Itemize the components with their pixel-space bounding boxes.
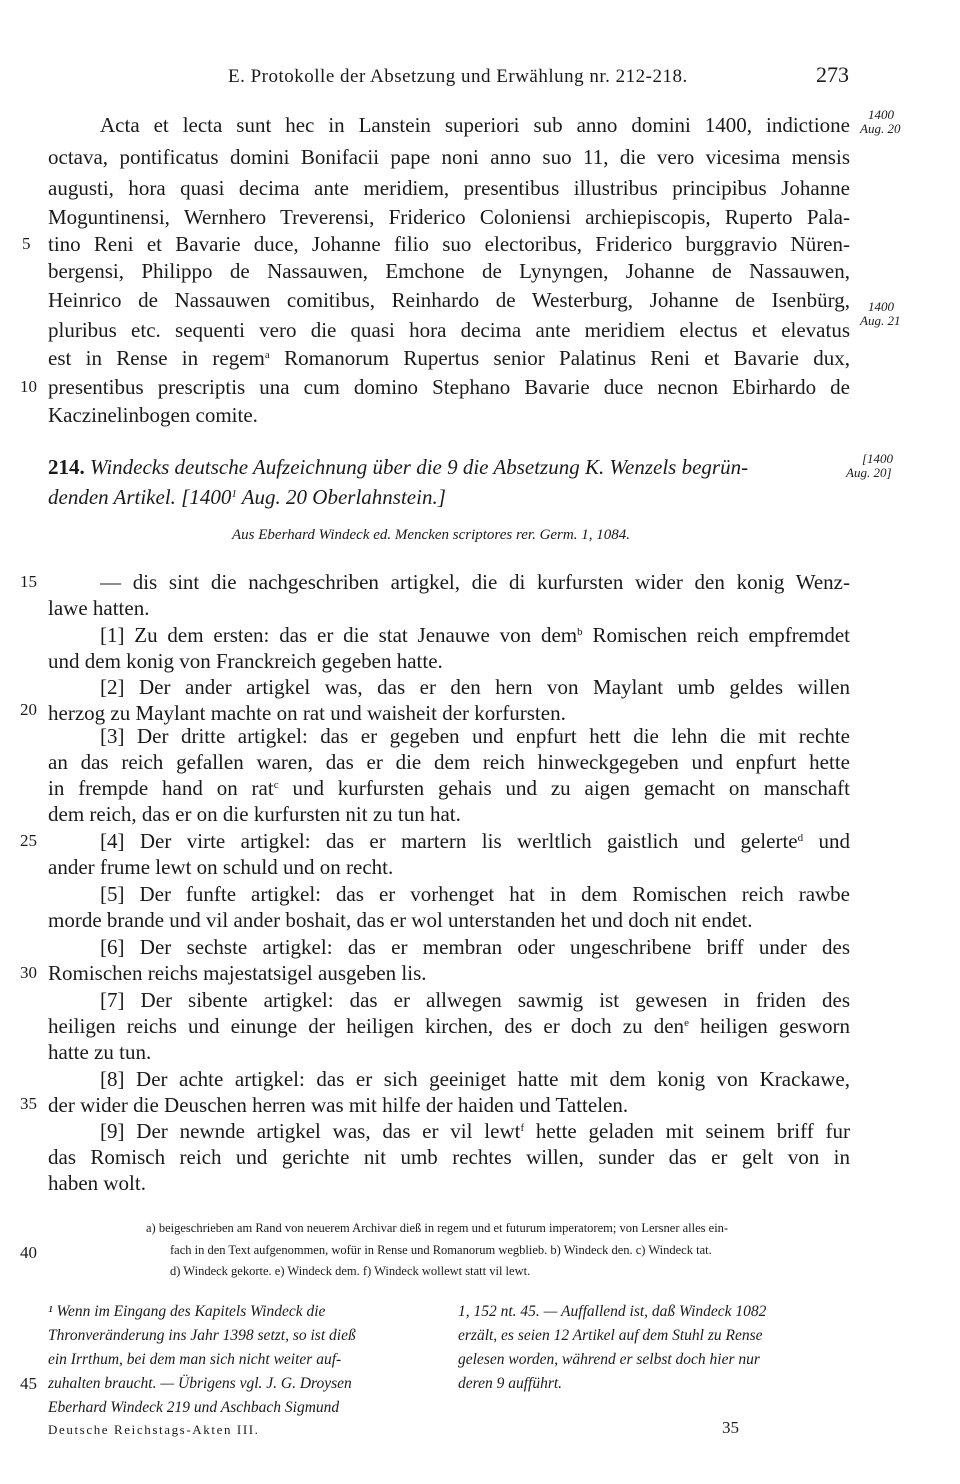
article-line: [5] Der funfte artigkel: das er vorhenget hat in dem Romischen reich rawbe <box>100 882 850 906</box>
line-number: 35 <box>20 1094 37 1113</box>
margin-year: [1400 <box>862 451 894 466</box>
article-text: [1] Zu dem ersten: das er die stat Jenauwe von dem <box>100 623 578 647</box>
article-line: Romischen reichs majestatsigel ausgeben lis. <box>48 961 427 985</box>
article-line: und dem konig von Franckreich gegeben hatte. <box>48 649 443 673</box>
acta-line: tino Reni et Bavarie duce, Johanne filio suo electoribus, Friderico burggravio Nüren- <box>48 232 850 256</box>
article-text: heiligen gesworn <box>688 1014 850 1038</box>
acta-line: presentibus prescriptis una cum domino Stephano Bavarie duce necnon Ebirhardo de <box>48 375 850 399</box>
footnote-ref-1: 1 <box>231 488 237 500</box>
apparatus-line: a) beigeschrieben am Rand von neuerem Archivar dieß in regem und et futurum imperatorem; von Lersner alles ein- <box>146 1221 729 1235</box>
margin-date-note <box>860 107 901 136</box>
acta-line: Kaczinelinbogen comite. <box>48 403 258 427</box>
section-heading <box>48 452 748 512</box>
footnote-ref-a: a <box>264 349 270 361</box>
article-line: — dis sint die nachgeschriben artigkel, die di kurfursten wider den konig Wenz- <box>100 570 850 594</box>
line-number: 25 <box>20 831 37 850</box>
article-line <box>48 775 850 801</box>
article-line: lawe hatten. <box>48 596 150 620</box>
line-number: 20 <box>20 700 37 719</box>
article-text: und <box>803 829 850 853</box>
section-title: Windecks deutsche Aufzeichnung über die 9 die Absetzung K. Wenzels begrün- <box>90 455 749 479</box>
section-heading-line <box>48 452 748 482</box>
acta-line: bergensi, Philippo de Nassauwen, Emchone de Lynyngen, Johanne de Nassauwen, <box>48 259 850 283</box>
article-text: Romischen reich empfremdet <box>582 623 850 647</box>
margin-date: Aug. 21 <box>860 313 901 328</box>
sheet-signature: Deutsche Reichstags-Akten III. <box>48 1422 260 1437</box>
section-heading-line <box>48 482 748 512</box>
article-line: [8] Der achte artigkel: das er sich geeiniget hatte mit dem konig von Krackawe, <box>100 1067 850 1091</box>
line-number: 15 <box>20 572 37 591</box>
acta-line-text: est in Rense in regem <box>48 346 265 370</box>
acta-line: pluribus etc. sequenti vero die quasi hora decima ante meridiem electus et elevatus <box>48 318 850 342</box>
footnote-line: ¹ Wenn im Eingang des Kapitels Windeck die <box>48 1303 326 1320</box>
article-line <box>100 1118 850 1144</box>
article-line <box>48 1013 850 1039</box>
article-line: haben wolt. <box>48 1171 146 1195</box>
footnote-ref-e: e <box>684 1017 689 1029</box>
acta-line: Heinrico de Nassauwen comitibus, Reinhardo de Westerburg, Johanne de Isenbürg, <box>48 288 850 312</box>
sheet-number: 35 <box>722 1418 739 1437</box>
footnote-line: Eberhard Windeck 219 und Aschbach Sigmund <box>48 1399 340 1416</box>
article-line <box>100 828 850 854</box>
article-text: hette geladen mit seinem briff fur <box>524 1119 850 1143</box>
article-line: ander frume lewt on schuld und on recht. <box>48 855 394 879</box>
line-number: 5 <box>22 234 31 253</box>
footnote-line: Thronveränderung ins Jahr 1398 setzt, so ist dieß <box>48 1327 356 1344</box>
section-title: Aug. 20 Oberlahnstein.] <box>236 485 446 509</box>
acta-line: octava, pontificatus domini Bonifacii pape noni anno suo 11, die vero vicesima mensis <box>48 145 850 169</box>
source-citation: Aus Eberhard Windeck ed. Mencken scriptores rer. Germ. 1, 1084. <box>232 527 630 543</box>
footnote-line: 1, 152 nt. 45. — Auffallend ist, daß Windeck 1082 <box>458 1303 767 1320</box>
article-line: hatte zu tun. <box>48 1040 152 1064</box>
article-line: [3] Der dritte artigkel: das er gegeben und enpfurt hett die lehn die mit rechte <box>100 724 850 748</box>
margin-date-note <box>860 299 901 328</box>
footnote-line: gelesen worden, während er selbst doch hier nur <box>458 1351 760 1368</box>
acta-line: augusti, hora quasi decima ante meridiem, presentibus illustribus principibus Johanne <box>48 176 850 200</box>
article-line: morde brande und vil ander boshait, das er wol unterstanden het und doch nit endet. <box>48 908 753 932</box>
footnote-ref-d: d <box>797 832 804 844</box>
article-text: heiligen reichs und einunge der heiligen kirchen, des er doch zu den <box>48 1014 685 1038</box>
article-text: in frempde hand on rat <box>48 776 274 800</box>
line-number: 30 <box>20 963 37 982</box>
article-text: und kurfursten gehais und zu aigen gemacht on manschaft <box>278 776 850 800</box>
article-line: [6] Der sechste artigkel: das er membran oder ungeschribene briff under des <box>100 935 850 959</box>
footnote-left-column <box>48 1300 440 1420</box>
line-number: 10 <box>20 377 37 396</box>
margin-date: Aug. 20] <box>846 465 892 480</box>
article-line <box>100 622 850 648</box>
margin-year: 1400 <box>868 107 894 122</box>
article-line: dem reich, das er on die kurfursten nit zu tun hat. <box>48 802 461 826</box>
article-line: [2] Der ander artigkel was, das er den hern von Maylant umb geldes willen <box>100 675 850 699</box>
article-text: [4] Der virte artigkel: das er martern lis werltlich gaistlich und gelerte <box>100 829 798 853</box>
article-line: an das reich gefallen waren, das er die dem reich hinweckgegeben und enpfurt hette <box>48 750 850 774</box>
line-number: 40 <box>20 1243 37 1262</box>
footnote-right-column <box>458 1300 858 1396</box>
article-text: [9] Der newnde artigkel was, das er vil lewt <box>100 1119 521 1143</box>
margin-date-note <box>846 451 894 480</box>
article-line: herzog zu Maylant machte on rat und waisheit der korfursten. <box>48 701 566 725</box>
margin-date: Aug. 20 <box>860 121 901 136</box>
acta-line <box>48 345 850 371</box>
article-line: das Romisch reich und gerichte nit umb rechtes willen, sunder das er gelt von in <box>48 1145 850 1169</box>
acta-line: Moguntinensi, Wernhero Treverensi, Friderico Coloniensi archiepiscopis, Ruperto Pala- <box>48 205 850 229</box>
footnote-line: zuhalten braucht. — Übrigens vgl. J. G. Droysen <box>48 1375 352 1392</box>
article-line: der wider die Deuschen herren was mit hilfe der haiden und Tattelen. <box>48 1093 629 1117</box>
section-number: 214. <box>48 455 85 479</box>
article-line: [7] Der sibente artigkel: das er allwegen sawmig ist gewesen in friden des <box>100 988 850 1012</box>
apparatus-line: fach in den Text aufgenommen, wofür in Rense und Romanorum wegblieb. b) Windeck den. c) Windeck tat. <box>170 1243 712 1257</box>
section-title: denden Artikel. [1400 <box>48 485 232 509</box>
footnote-line: deren 9 aufführt. <box>458 1375 563 1392</box>
margin-year: 1400 <box>868 299 894 314</box>
line-number: 45 <box>20 1374 37 1393</box>
footnote-ref-c: c <box>273 779 279 791</box>
footnote-ref-b: b <box>577 626 583 638</box>
footnote-line: ein Irrthum, bei dem man sich nicht weiter auf- <box>48 1351 342 1368</box>
footnote-line: erzält, es seien 12 Artikel auf dem Stuhl zu Rense <box>458 1327 763 1344</box>
apparatus-line: d) Windeck gekorte. e) Windeck dem. f) Windeck wollewt statt vil lewt. <box>170 1264 531 1278</box>
acta-line-text: Romanorum Rupertus senior Palatinus Reni et Bavarie dux, <box>269 346 850 370</box>
page-number: 273 <box>816 62 849 87</box>
acta-line: Acta et lecta sunt hec in Lanstein superiori sub anno domini 1400, indictione <box>100 113 850 137</box>
footnote-ref-f: f <box>520 1122 525 1134</box>
running-title: E. Protokolle der Absetzung und Erwählung nr. 212-218. <box>228 66 688 87</box>
running-header <box>0 62 960 96</box>
